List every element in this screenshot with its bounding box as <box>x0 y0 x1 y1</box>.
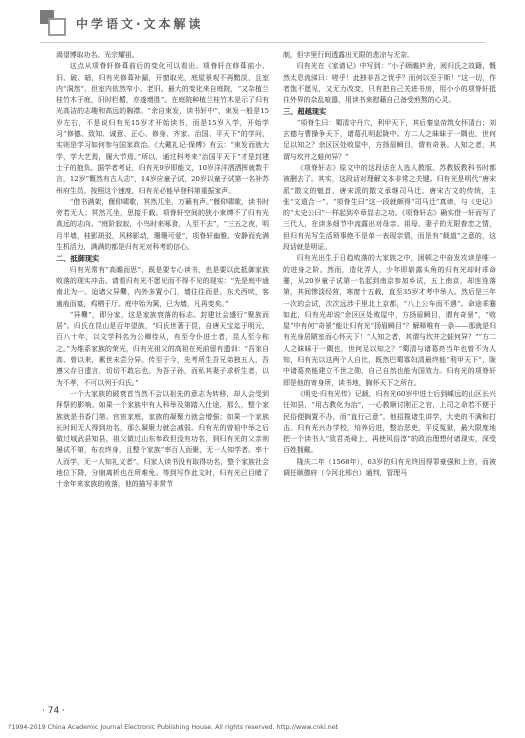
journal-title: 中学语文·文本解读 <box>76 16 204 31</box>
paragraph: 这点从项脊轩修葺前后的变化可以看出。项脊轩在修葺前小、旧、破、暗，归有光修葺补漏，开窗取光，庭屋景观不再黯淡，且室内“洞然”，但室内依然窄小、老旧。最大的变化来自庭院，“又杂植兰桂竹木于庭，旧时栏楯，亦遂增胜”。在庭院种植兰桂竹木是示了归有光高洁的志趣和高远的胸襟。“余自束发，读书轩中”，束发一般是15岁左右，不是说归有光15岁才开始读书，而是15岁入学，开始学习“修德、致知、诚意、正心、修身、齐家、治国、平天下”的学问，实则是学习如何参与国家政治。《大戴礼记·保傅》有云：“束发而就大学，学大艺焉，履大节焉。”所以，通过科考来“治国平天下”才是封建士子的抱负。据学者考证，归有光9岁即能文，10岁洋洋洒洒挥就数千言，12岁“慨然有古人志”，14岁应童子试，20岁以童子试第一名补苏州府生员。按照这个速度，归有光必能早登科第重振家声。 <box>56 62 269 195</box>
paragraph: “借书满架，偃仰啸歌，冥然兀坐，万籁有声。”偃仰啸歌，读书时旁若无人；冥然兀坐，思接千载。项脊轩空间的狭小束缚不了归有光高远的志向。“庭阶寂寂，小鸟时来啄食，人至不去”，“三五之夜，明月半墙，桂影斑驳，风移影动，珊珊可爱”，项脊轩幽雅、安静而充满生机活力，满满的都是归有光对科考的信心。 <box>56 197 269 252</box>
paragraph: 《明史·归有光传》记载，归有光60岁中进士后到嵊远的山区长兴任知县，“用古教化为治”，一心教顺讨刚正之官，上司之命若不便于民俗便搁置不办，而“直行己意”。他招揽诸生讲学，大吏的不满和打击。归有光兴办学校，培养后进，整治恶吏，平反冤狱，最大限度地把一个读书人“致君尧舜上，再使风俗淳”的政治理想付诸现实，深受百姓拥戴。 <box>283 389 496 455</box>
paragraph: 归有光常有“高瞻而思”，既是要专心读书，也是要以此抵御家族败落的现实冲击。请看归有光不愿见而不得不见的现实：“先是庭中通南北为一。迨诸父异爨，内外多置小门，墙往往而是。东犬西吠，客逾庖而宴，鸡栖于厅。庭中始为篱，已为墙，凡再变矣。” <box>56 265 269 308</box>
section-heading: 二、抵御现实 <box>56 254 100 264</box>
journal-logo-icon <box>40 10 66 36</box>
left-text-column <box>56 50 269 695</box>
paragraph: 一个大家族的破衰首当然不会以祖先的意志为转移，却人会受到拜祭的影响。如果一个家族中有人科举及第踏入仕途，那么，整个家族就是书香门第、官宦家庭，家族的凝聚力就会增强；如果一个家族长时间无人得到功名，那么凝聚力就会减弱。归有光的曾祖中举之后做过城武县知县，祖父做过山东参政但没有功名，到归有光的父亲则屡试不第，布衣终身，且整个家族“率百人而聚，无一人知学者。率十人而学，无一人知礼义者”。归家人读书没有取得功名，整个家族社会地位下降，分崩离析也在所难免。等到写作此文时，归有光已目睹了十余年来家族的败落，他的描写非常节 <box>56 389 269 489</box>
section-heading: 三、超越现实 <box>283 107 327 117</box>
paragraph: “项脊生曰：蜀清守丹穴，利甲天下，其后秦皇帝筑女怀清台；刘玄德与曹操争天下，诸葛孔明起陇中。方二人之昧昧于一隅也，世何足以知之？余区区处败屋中，方扬眉瞬目，谓有奇景。人知之者，其谓与坎井之蛙何异？” <box>283 118 496 161</box>
paragraph: 渴望博取功名、光宗耀祖。 <box>56 51 139 59</box>
journal-header <box>40 8 300 38</box>
copyright-footer: ?1994-2019 China Academic Journal Electronic Publishing House. All rights reserved. http://www.cnki.net <box>8 724 339 731</box>
paragraph: 《项脊轩志》原文中的这段话在人选人教版、苏教版教科书时都被删去了。其实，这段话对理解文本非常之关键。归有光是明代“唐宋派”散文的魁首，唐宋派的散文承继司马迁、唐宋古文的传统，主张“文道合一”。“项脊生曰”这一段就颇得“司马迁”真谛，与《史记》的“太史公曰”一样起到卒章显志之功。《项脊轩志》确实借一轩而写了三代人，在读多细节中流露出对母亲、祖母、妻子的无限眷恋之情，但归有光写生活琐事绝不是单一表现亲情，而是有“载道”之意的，这段话就是明证。 <box>283 163 496 252</box>
paragraph: 归有光在《家谱记》中写到：“小子顾瞻庐舍，阅归氏之故籍，慨然太息流涕曰：嗟乎！此独非吾之忧乎？而何以至于斯！”这一切，作者饱不愿见，又无力改变，只有把自己关进书房，用小小的项脊轩抵住外界的杂乱喧嚣，用读书来慰藉自己备受煎熬的心灵。 <box>283 62 496 105</box>
right-text-column <box>283 50 496 695</box>
page-number: · 74 · <box>42 706 65 716</box>
paragraph: 隆庆二年（1568年），63岁的归有光终因得罪豪强和上官，而被调任顺德府（今河北邢台）通判，管理马 <box>283 457 496 477</box>
paragraph: 制，但字里行间透露出无限的悲凉与无奈。 <box>283 51 414 59</box>
header-rule <box>40 42 485 43</box>
paragraph: 归有光出生于日趋败落的大家族之中，困顿之中奋发攻读是唯一的进身之阶。然而，造化弄人，少年即崭露头角的归有光却时乖命蹇，从20岁童子试第一名起到南京参加乡试，五上南京，却连连落第，其间惨淡经营，寒窗十五载，直至35岁才考中举人。然后是三年一次的会试，次次远涉千里北上京都，“八上公车而不遇”。命途乖蹇如此，归有光却说“余区区处败屋中，方扬眉瞬目，谓有奇景”，“败屋”中有何“奇景”能让归有光“扬眉瞬目”？解释唯有一条——那就是归有光身居陋室而心怀天下！“人知之者，其谓与坎井之蛙何异？”“方二人之昧昧于一隅也，世何足以知之？”蜀清与诸葛亮当年也曾不为人知，归有光以这两个人自比，既然巴蜀寡妇清最终能“利甲天下”，陇中诸葛亮能建立不世之勋，自己自然也能为国效力。归有光的项脊轩即是他的寄身所，读书地，胸怀天下之所在。 <box>283 254 496 387</box>
paragraph: “异爨”，即分家，这是家族衰落的标志。封建社会盛行“聚族而居”。归氏在昆山是百年望族，“归氏世著于昆，自唐天宝迄于明元，百八十年，以文学科名为公卿侍从，有至令仆进士者，昆人至今称之。”为维系家族的荣光，归有光祖父的高祖在死前留有遗训：“吾家自高、曾以来，累世未尝分异。传至于今，先考所生吾兄弟独五人，吾遵父存日遗言，切切不敢忘也。为吾子孙，而私其妻子求析生者，以为不孝，不可以列于归氏。” <box>56 310 269 387</box>
